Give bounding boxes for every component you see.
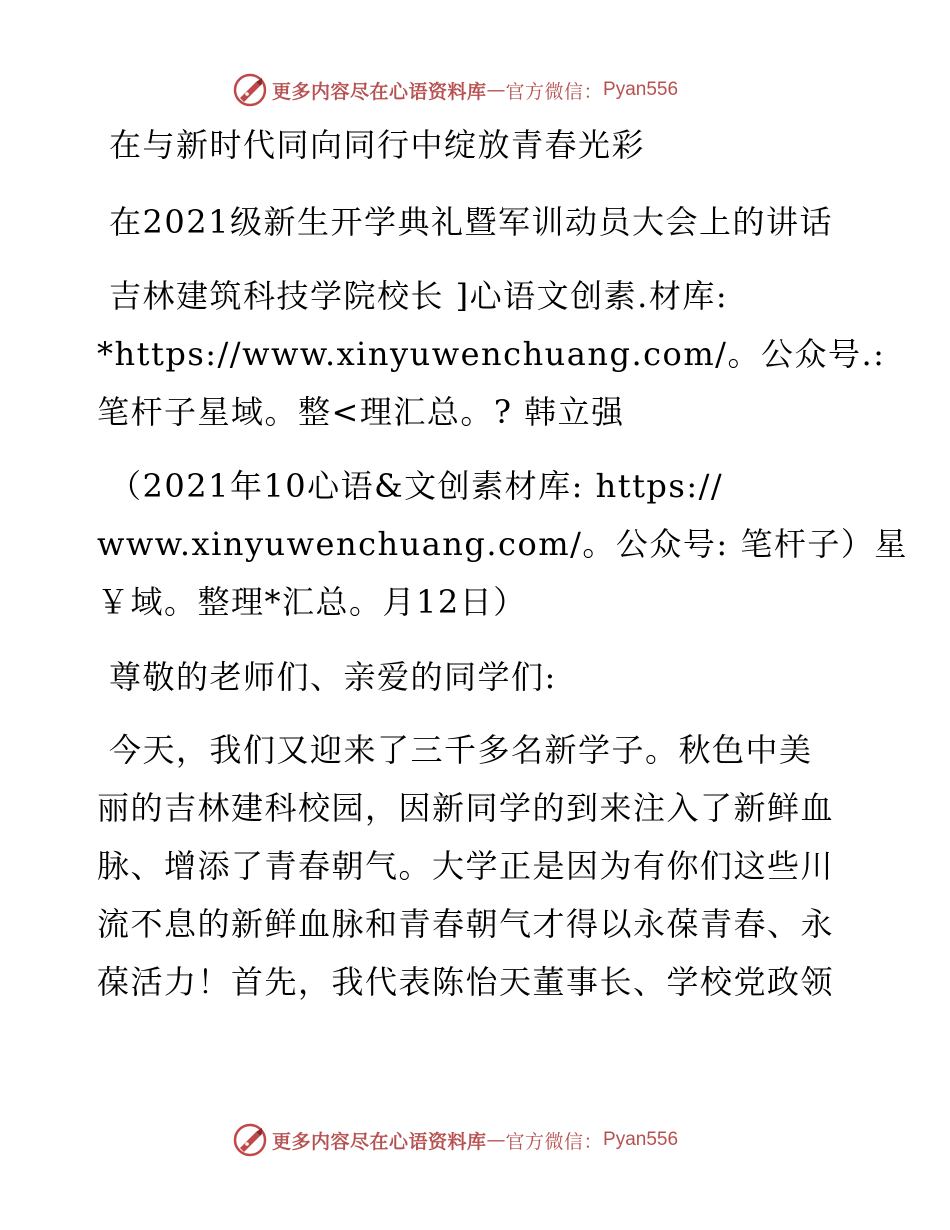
pen-nib-logo-icon — [232, 72, 268, 108]
footer-banner-content — [232, 1120, 678, 1160]
pen-nib-logo-icon — [232, 1122, 268, 1158]
author-block — [97, 267, 886, 441]
document-subtitle-block — [97, 193, 857, 251]
date-line: www.xinyuwenchuang.com/。公众号: 笔杆子）星 — [97, 525, 908, 563]
banner-main-text: 更多内容尽在心语资料库 — [272, 1130, 487, 1153]
banner-wechat-label: 官方微信： — [505, 1130, 604, 1153]
banner-wechat-id: Pyan556 — [603, 1129, 679, 1150]
banner-main-text: 更多内容尽在心语资料库 — [272, 80, 487, 103]
salutation: 尊敬的老师们、亲爱的同学们: — [109, 658, 557, 696]
date-line: （2021年10心语&文创素材库: https:// — [109, 467, 724, 505]
body-line: 脉、增添了青春朝气。大学正是因为有你们这些川 — [97, 847, 835, 885]
author-line: 吉林建筑科技学院校长 ]心语文创素.材库: — [109, 277, 729, 315]
body-line: 今天，我们又迎来了三千多名新学子。秋色中美 — [109, 731, 813, 769]
body-paragraph — [97, 721, 857, 1011]
header-banner — [0, 70, 950, 110]
document-title: 在与新时代同向同行中绽放青春光彩 — [109, 126, 646, 164]
banner-separator: — — [486, 1129, 506, 1151]
banner-separator: — — [486, 79, 506, 101]
document-subtitle: 在2021级新生开学典礼暨军训动员大会上的讲话 — [109, 203, 833, 241]
date-block — [97, 457, 908, 631]
document-title-block — [97, 116, 857, 174]
author-line: 笔杆子星域。整<理汇总。? 韩立强 — [97, 393, 625, 431]
body-line: 丽的吉林建科校园，因新同学的到来注入了新鲜血 — [97, 789, 835, 827]
banner-wechat-id: Pyan556 — [603, 79, 679, 100]
body-line: 流不息的新鲜血脉和青春朝气才得以永葆青春、永 — [97, 905, 835, 943]
banner-wechat-label: 官方微信： — [505, 80, 604, 103]
author-line: *https://www.xinyuwenchuang.com/。公众号.: — [97, 335, 886, 373]
body-line: 葆活力！首先，我代表陈怡天董事长、学校党政领 — [97, 963, 835, 1001]
footer-banner — [0, 1120, 950, 1160]
salutation-block — [97, 648, 857, 706]
header-banner-content — [232, 70, 678, 110]
date-line: ￥域。整理*汇总。月12日） — [97, 583, 527, 621]
